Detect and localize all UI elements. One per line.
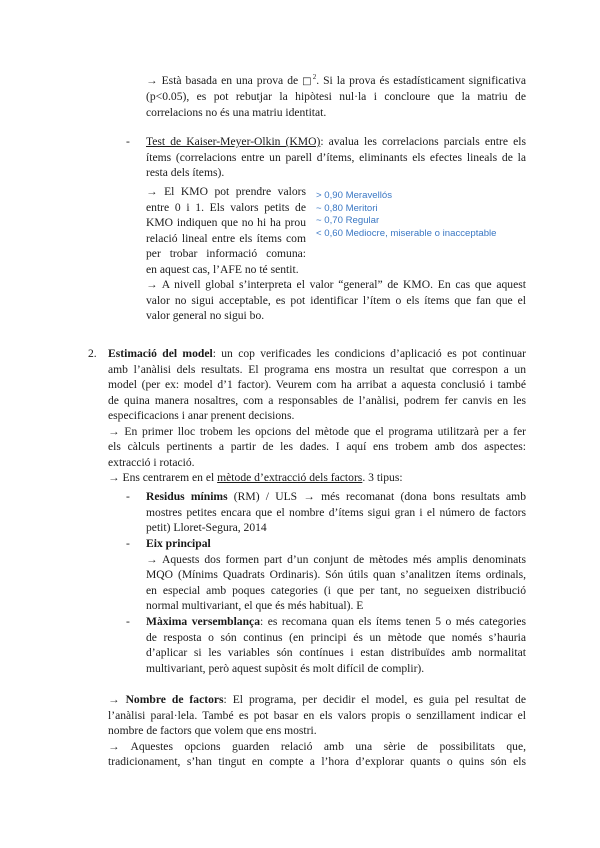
kmo-global-line: valor general no sigui bo. (146, 309, 265, 322)
method-1-line: petit) Lloret-Segura, 2014 (146, 521, 267, 534)
method-1-paragraph (146, 489, 526, 536)
chi-line-2: (p<0.05), es pot rebutjar la hipòtesi nul·la i concloure que la matriu de (146, 90, 526, 104)
method-2-bullet: - (126, 537, 130, 550)
method-1-line: mostres petites encara que el nombre d’ítems sigui gran i el número de factors (146, 505, 526, 519)
chi-square-paragraph (146, 70, 526, 120)
factors-paragraph (108, 692, 526, 770)
kmo-global-line: valor no sigui acceptable, es pot identificar l’ítem o els ítems que fan que el (146, 293, 526, 307)
method-3-title: Màxima versemblança (146, 615, 260, 628)
factors-line: l’anàlisi paral·lela. També es pot basar en els valors propis o senzillament indicar el (108, 708, 526, 722)
kmo-paragraph (146, 134, 526, 181)
method-2-line-1 (146, 536, 526, 552)
kmo-line-2: ítems (correlacions entre un parell d’ítems, eliminants els efectes lineals de la (146, 150, 526, 164)
method-2-line: en especial amb poques categories (i que per tant, no segueixen distribució (146, 583, 526, 597)
extraction-method-link: mètode d’extracció dels factors (217, 471, 363, 484)
section-2-line: especificacions i anar prenent decisions. (108, 409, 295, 422)
kmo-global-line: → A nivell global s’interpreta el valor “general” de KMO. En cas que aquest (146, 278, 526, 291)
kmo-bullet-marker: - (126, 135, 130, 148)
kmo-side-line: en aquest cas, l’AFE no té sentit. (146, 262, 299, 276)
kmo-legend-item: ~ 0,80 Meritori (316, 202, 378, 214)
method-1-bullet: - (126, 490, 130, 503)
method-2-title: Eix principal (146, 537, 211, 550)
chi-superscript: 2 (312, 73, 317, 81)
section-2-number: 2. (88, 347, 97, 360)
kmo-side-line: entre 0 i 1. Els valors petits de (146, 200, 306, 214)
method-2-line: normal multivariant, el que és més habitual). E (146, 599, 364, 612)
kmo-line-1: Test de Kaiser-Meyer-Olkin (KMO): avalua les correlacions parcials entre els (146, 135, 527, 148)
method-1-line-1: Residus mínims (RM) / ULS → més recomanat (dona bons resultats amb (146, 490, 526, 503)
section-2-line: de quina manera nosaltres, com a responsables de l’anàlisi, podrem fer canvis en les (108, 393, 526, 407)
method-3-bullet: - (126, 615, 130, 628)
kmo-interpretation-legend (316, 190, 546, 240)
kmo-side-line: per trobar informació comuna: (146, 247, 306, 260)
section-2-p2-line: els càlculs pertinents a partir de les dades. I aquí ens trobem amb dos aspectes: (108, 440, 526, 453)
chi-line-1: → Està basada en una prova de □$^2$. Si la prova és estadísticament significativa (146, 73, 526, 87)
section-2-paragraph (108, 346, 526, 486)
kmo-side-line: → El KMO pot prendre valors (146, 185, 306, 198)
kmo-line-3: resta dels ítems). (146, 166, 225, 179)
method-3-paragraph (146, 614, 526, 676)
kmo-legend-item: > 0,90 Meravellós (316, 190, 392, 201)
section-2-line: amb l’anàlisi dels resultats. El programa ens mostra un resultat que correspon a un (108, 362, 526, 376)
method-3-line: de resposta o són continus (en principi és un mètode que només s’hauria (146, 630, 526, 644)
method-3-line-1: Màxima versemblança: es recomana quan els ítems tenen 5 o més categories (146, 615, 526, 628)
kmo-side-text (146, 184, 306, 277)
factors-p2-line: tradicionament, s’han tingut en compte a l’hora d’explorar quants o quins són els (108, 755, 526, 768)
factors-line: nombre de factors que volem que ens mostri. (108, 724, 317, 737)
kmo-side-line: relació lineal entre els ítems com (146, 231, 306, 245)
method-2-paragraph (146, 536, 526, 614)
section-2-p2-line: → En primer lloc trobem les opcions del mètode que el programa utilitzarà per a fer (108, 424, 526, 438)
section-2-line: model (per ex: model d’1 factor). Veurem com ha arribat a aquesta conclusió i també (108, 378, 526, 391)
method-2-line: MQO (Mínims Quadrats Ordinaris). Són útils quan s’analitzen ítems ordinals, (146, 568, 526, 581)
kmo-title: Test de Kaiser-Meyer-Olkin (KMO) (146, 135, 321, 148)
chi-symbol: □ (302, 75, 313, 87)
method-2-line: → Aquests dos formen part d’un conjunt de mètodes més amplis denominats (146, 552, 526, 566)
section-2-title: Estimació del model (108, 347, 213, 360)
factors-title: Nombre de factors (125, 693, 224, 706)
method-3-line: d’aplicar si les variables són contínues i estan distribuïdes amb normalitat (146, 646, 526, 659)
factors-p2-line: → Aquestes opcions guarden relació amb una sèrie de possibilitats que, (108, 739, 526, 753)
section-2-p2-line: extracció i rotació. (108, 455, 195, 469)
method-3-line: multivariant, però aquest supòsit és molt difícil de complir). (146, 661, 425, 675)
section-2-p3-line: → Ens centrarem en el mètode d’extracció dels factors. 3 tipus: (108, 471, 403, 484)
kmo-legend-item: ~ 0,70 Regular (316, 215, 380, 227)
method-1-title: Residus mínims (146, 490, 228, 503)
section-2-line-1: Estimació del model: un cop verificades les condicions d’aplicació es pot continuar (108, 347, 526, 360)
factors-line-1: → Nombre de factors: El programa, per decidir el model, es guia pel resultat de (108, 693, 526, 706)
kmo-legend-item: < 0,60 Mediocre, miserable o inacceptable (316, 227, 497, 239)
chi-line-3: correlacions no és una matriu identitat. (146, 105, 327, 119)
kmo-global-paragraph (146, 277, 526, 324)
kmo-side-line: KMO indiquen que no hi ha prou (146, 216, 306, 229)
